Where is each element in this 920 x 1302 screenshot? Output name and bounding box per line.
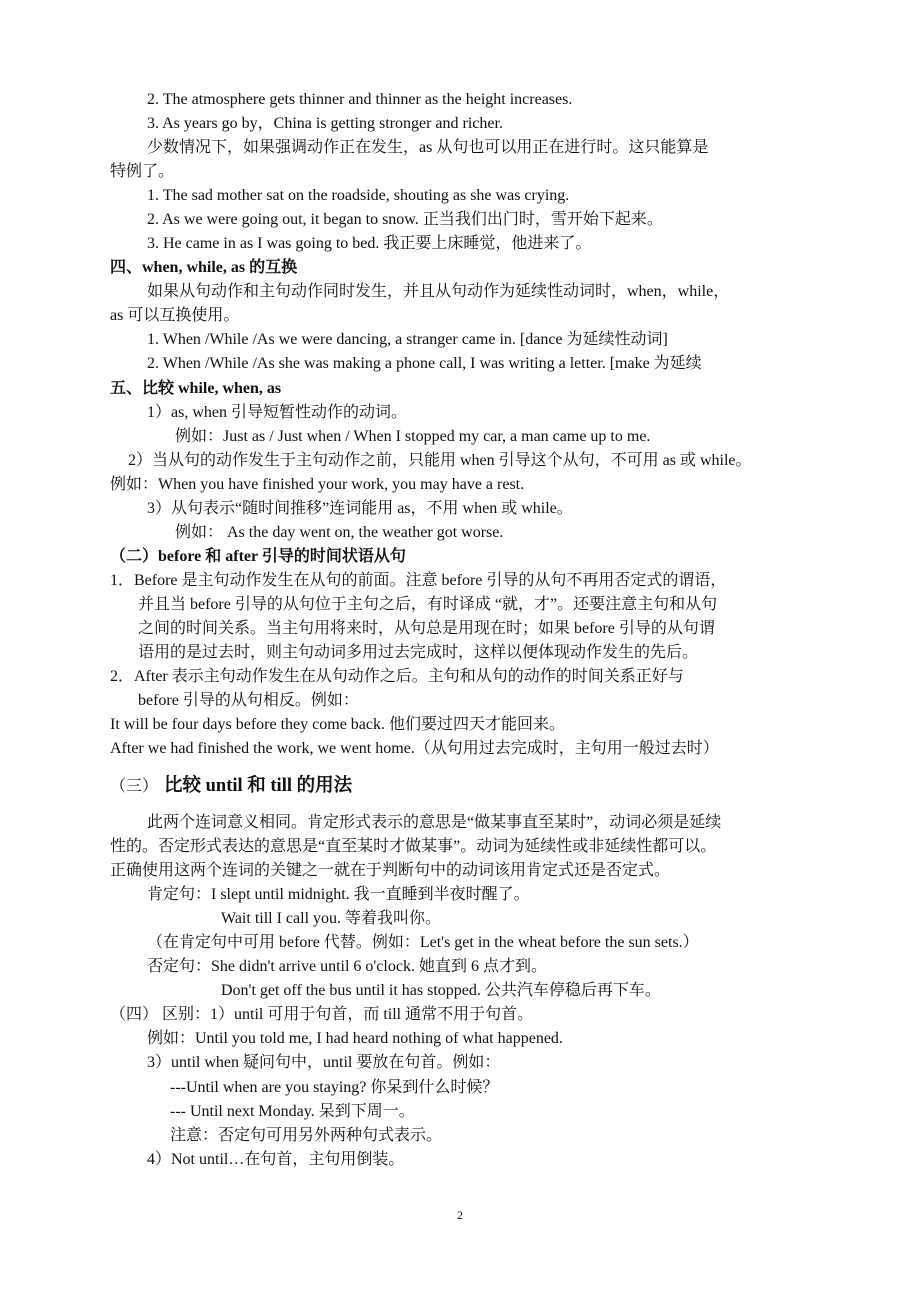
text-line: 特例了。 [110, 163, 175, 180]
text-line: 2）当从句的动作发生于主句动作之前，只能用 when 引导这个从句，不可用 as 或 while。 [128, 452, 752, 469]
text-line: 语用的是过去时，则主句动词多用过去完成时，这样以便体现动作发生的先后。 [138, 644, 699, 661]
text-line: 之间的时间关系。当主句用将来时，从句总是用现在时；如果 before 引导的从句谓 [138, 620, 715, 637]
text-line: 例如：Just as / Just when / When I stopped my car, a man came up to me. [175, 428, 651, 445]
text-line: （在肯定句中可用 before 代替。例如：Let's get in the wheat before the sun sets.） [147, 934, 699, 951]
text-line: 2. When /While /As she was making a phone call, I was writing a letter. [make 为延续 [147, 355, 702, 372]
text-line: Don't get off the bus until it has stopped. 公共汽车停稳后再下车。 [221, 982, 661, 999]
text-line: 正确使用这两个连词的关键之一就在于判断句中的动词该用肯定式还是否定式。 [110, 862, 671, 879]
page-number: 2 [457, 1208, 463, 1222]
section-heading: 四、when, while, as 的互换 [110, 259, 298, 276]
text-line: It will be four days before they come back. 他们要过四天才能回来。 [110, 716, 566, 733]
text-line: 性的。否定形式表达的意思是“直至某时才做某事”。动词为延续性或非延续性都可以。 [110, 838, 717, 855]
text-line: 2．After 表示主句动作发生在从句动作之后。主句和从句的动作的时间关系正好与 [110, 668, 684, 685]
text-line: 并且当 before 引导的从句位于主句之后，有时译成 “就，才”。还要注意主句和从句 [138, 596, 718, 613]
text-line: 少数情况下，如果强调动作正在发生，as 从句也可以用正在进行时。这只能算是 [147, 139, 709, 156]
text-line: 3. He came in as I was going to bed. 我正要上床睡觉，他进来了。 [147, 235, 592, 252]
text-line: --- Until next Monday. 呆到下周一。 [170, 1103, 415, 1120]
text-line: Wait till I call you. 等着我叫你。 [221, 910, 442, 927]
text-line: 1. When /While /As we were dancing, a stranger came in. [dance 为延续性动词] [147, 331, 668, 348]
text-line: 1．Before 是主句动作发生在从句的前面。注意 before 引导的从句不再用否定式的谓语， [110, 572, 727, 589]
text-line: 注意：否定句可用另外两种句式表示。 [170, 1127, 443, 1144]
text-line: 如果从句动作和主句动作同时发生，并且从句动作为延续性动词时，when，while， [147, 283, 730, 300]
text-line: 1）as, when 引导短暂性动作的动词。 [147, 404, 407, 421]
text-line: 3. As years go by，China is getting stronger and richer. [147, 115, 503, 132]
text-line: 4）Not until…在句首，主句用倒装。 [147, 1151, 405, 1168]
text-line: （四） 区别：1）until 可用于句首，而 till 通常不用于句首。 [110, 1006, 534, 1023]
text-line: 此两个连词意义相同。肯定形式表示的意思是“做某事直至某时”，动词必须是延续 [147, 814, 722, 831]
text-line: as 可以互换使用。 [110, 307, 240, 324]
text-line: 3）until when 疑问句中，until 要放在句首。例如： [147, 1054, 501, 1071]
text-line: 例如：When you have finished your work, you may have a rest. [110, 476, 525, 493]
text-line: After we had finished the work, we went home.（从句用过去完成时，主句用一般过去时） [110, 740, 719, 757]
text-line: 3）从句表示“随时间推移”连词能用 as，不用 when 或 while。 [147, 500, 573, 517]
section-heading: 五、比较 while, when, as [110, 380, 282, 397]
text-line: 例如： As the day went on, the weather got worse. [175, 524, 504, 541]
text-line: 例如：Until you told me, I had heard nothing of what happened. [147, 1030, 563, 1047]
text-line: 1. The sad mother sat on the roadside, shouting as she was crying. [147, 187, 570, 204]
text-line: 否定句：She didn't arrive until 6 o'clock. 她直到 6 点才到。 [147, 958, 547, 975]
text-line: 2. As we were going out, it began to snow. 正当我们出门时，雪开始下起来。 [147, 211, 663, 228]
section-heading: 比较 until 和 till 的用法 [164, 776, 353, 796]
section-number: （三） [110, 778, 159, 795]
text-line: 肯定句：I slept until midnight. 我一直睡到半夜时醒了。 [147, 886, 530, 903]
section-heading: （二）before 和 after 引导的时间状语从句 [110, 548, 406, 565]
text-line: before 引导的从句相反。例如： [138, 692, 359, 709]
text-line: 2. The atmosphere gets thinner and thinner as the height increases. [147, 91, 573, 108]
text-line: ---Until when are you staying? 你呆到什么时候？ [170, 1079, 499, 1096]
